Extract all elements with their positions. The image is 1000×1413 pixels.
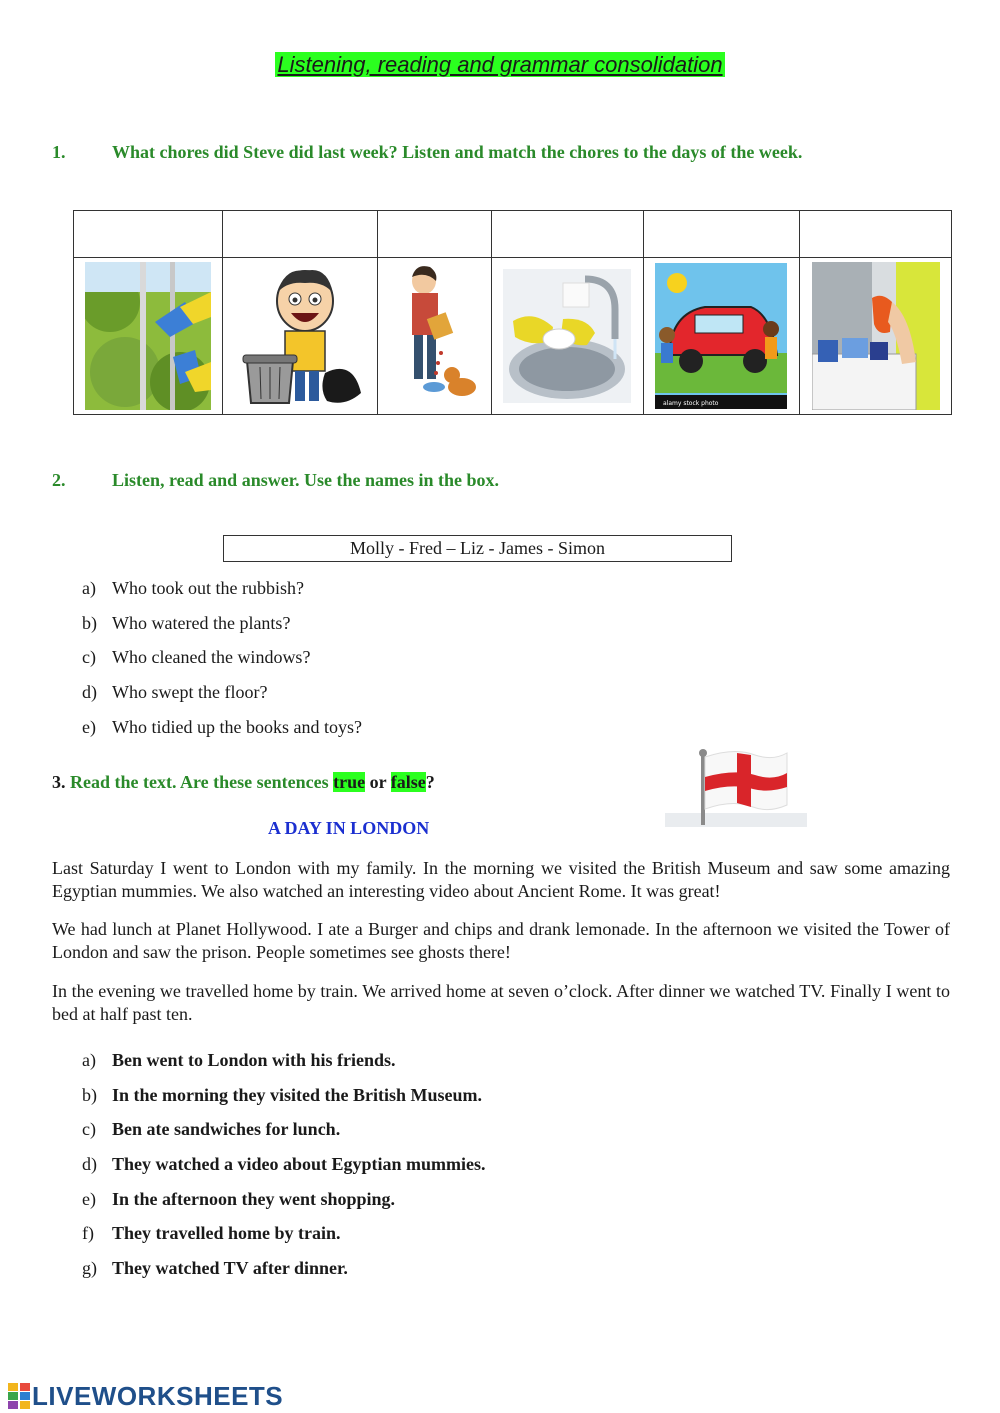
- section-1-heading: [52, 142, 952, 166]
- answer-cell[interactable]: [643, 211, 800, 258]
- liveworksheets-logo-icon: [8, 1383, 30, 1409]
- tidying-drawer-icon: [812, 262, 940, 410]
- story-paragraph: We had lunch at Planet Hollywood. I ate a Burger and chips and drank lemonade. In the afternoon we visited the Tower of London and saw the prison. People sometimes see ghosts there!: [52, 919, 950, 962]
- true-highlight: true: [333, 772, 366, 792]
- section-instruction: What chores did Steve did last week? Listen and match the chores to the days of the week.: [112, 142, 803, 162]
- story-title: A DAY IN LONDON: [268, 818, 430, 838]
- worksheet-title: Listening, reading and grammar consolidation: [277, 52, 723, 77]
- rubbish-boy-icon: [235, 263, 365, 409]
- answer-cell[interactable]: [74, 211, 223, 258]
- image-cell: [223, 258, 377, 415]
- image-cell: [800, 258, 952, 415]
- story-paragraph: Last Saturday I went to London with my family. In the morning we visited the British Museum and saw some amazing Egyptian mummies. We also watched an interesting video about Ancient Rome. It was great!: [52, 858, 950, 901]
- chores-table: [73, 210, 952, 415]
- liveworksheets-logo[interactable]: [8, 1381, 283, 1412]
- false-highlight: false: [390, 772, 426, 792]
- section-2-heading: [52, 470, 952, 494]
- image-cell: [377, 258, 491, 415]
- brand-text: LIVEWORKSHEETS: [32, 1381, 284, 1411]
- window-cleaning-icon: [85, 262, 211, 410]
- england-flag-icon: [665, 733, 807, 827]
- answer-cell[interactable]: [377, 211, 491, 258]
- washing-car-icon: [655, 263, 787, 409]
- feeding-dog-icon: [386, 263, 482, 409]
- section-3-heading: 3. Read the text. Are these sentences true or false?: [52, 772, 435, 792]
- answer-cell[interactable]: [800, 211, 952, 258]
- image-cell: [491, 258, 643, 415]
- answer-cell[interactable]: [491, 211, 643, 258]
- image-cell: [74, 258, 223, 415]
- names-box: Molly - Fred – Liz - James - Simon: [223, 535, 732, 562]
- washing-dishes-icon: [503, 269, 631, 403]
- answer-cell[interactable]: [223, 211, 377, 258]
- image-cell: [643, 258, 800, 415]
- section-instruction: Listen, read and answer. Use the names in the box.: [112, 470, 500, 490]
- story-paragraph: In the evening we travelled home by train. We arrived home at seven o’clock. After dinner we watched TV. Finally I went to bed at half past ten.: [52, 981, 950, 1024]
- section-number: 1.: [52, 142, 66, 162]
- watermark-text: alamy stock photo: [663, 400, 719, 407]
- section-number: 2.: [52, 470, 66, 490]
